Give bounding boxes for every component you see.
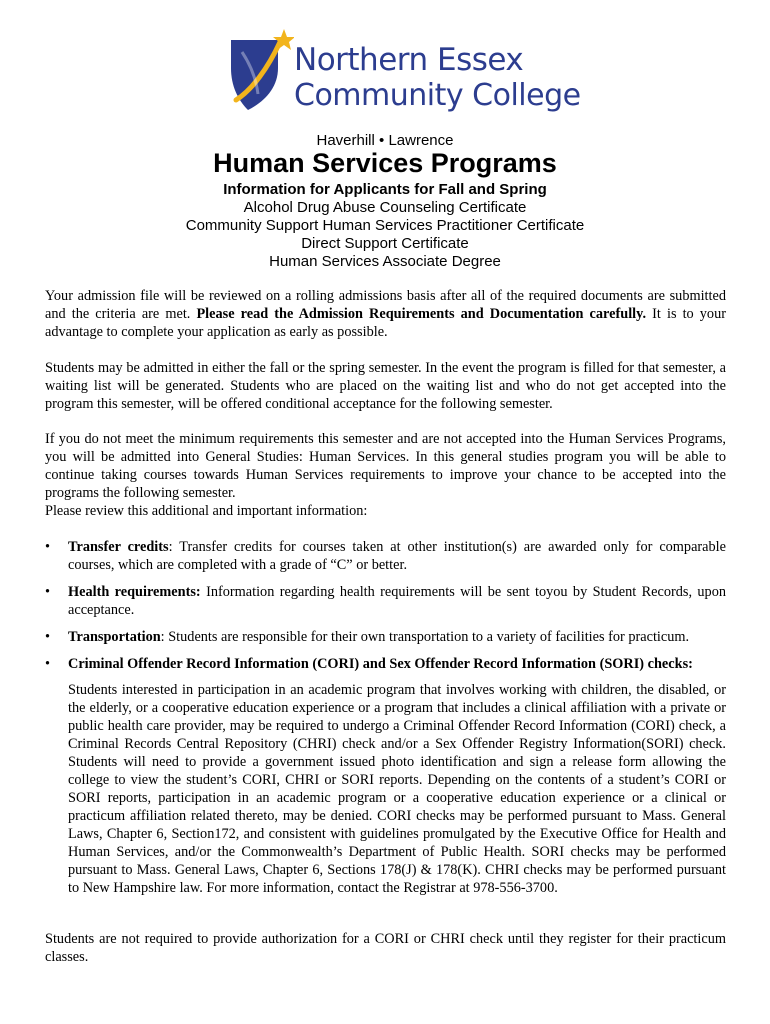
paragraph-closing: Students are not required to provide authorization for a CORI or CHRI check until they register for their practicum classes. (45, 931, 726, 965)
bullet-label: Criminal Offender Record Information (CORI) and Sex Offender Record Information (SORI) checks: (68, 656, 693, 672)
program-name: Community Support Human Services Practitioner Certificate (185, 217, 585, 234)
bullet-icon: • (45, 656, 51, 672)
logo-line-1: Northern Essex (294, 42, 524, 78)
paragraph-semester: Students may be admitted in either the fall or the spring semester. In the event the program is filled for that semester, a waiting list will be generated. Students who are placed on the waiting list and who do not get accepted into the program this semester, will be offered conditional acceptance for the following semester. (45, 360, 726, 412)
paragraph-review-intro: Please review this additional and important information: (45, 503, 368, 519)
bullet-icon: • (45, 584, 51, 600)
college-logo (228, 28, 581, 118)
logo-line-2: Community College (294, 78, 581, 113)
program-name: Human Services Associate Degree (269, 253, 501, 270)
list-item (45, 628, 726, 646)
page-subtitle: Information for Applicants for Fall and Spring (223, 181, 547, 198)
bullet-text: : Transfer credits for courses taken at other institution(s) are awarded only for comparable courses, which are completed with a grade of “C” or better. (68, 539, 726, 573)
program-name: Alcohol Drug Abuse Counseling Certificate (243, 199, 527, 216)
bullet-text: Information regarding health requirements will be sent toyou by Student Records, upon acceptance. (68, 584, 727, 618)
program-name: Direct Support Certificate (301, 235, 469, 252)
emphasis-text: Please read the Admission Requirements and Documentation carefully. (196, 306, 647, 322)
paragraph-text: Your admission file will be reviewed on a rolling admissions basis after all of the required documents are submitted and the criteria are met. (45, 288, 726, 322)
list-item (45, 538, 726, 574)
paragraph-general-studies: If you do not meet the minimum requirements this semester and are not accepted into the Human Services Programs, you will be admitted into General Studies: Human Services. In this general studies program you will be able to continue taking courses towards Human Services requirements to improve your chance to be accepted into the programs the following semester. (45, 431, 726, 501)
bullet-label: Transfer credits (68, 539, 169, 555)
campus-locations: Haverhill • Lawrence (316, 132, 454, 149)
bullet-text: Students interested in participation in an academic program that involves working with children, the disabled, or the elderly, or a cooperative education experience or a program that includes a clinical affiliation with a private or public health care provider, may be required to undergo a Criminal Offender Record Information (CORI) check, a Criminal Records Central Repository (CHRI) check and/or a Sex Offender Registry Information(SORI) check. Students will need to provide a government issued photo identification and sign a release form allowing the college to view the student’s CORI, CHRI or SORI reports. Depending on the contents of a student’s CORI or SORI reports, participation in an academic program or a cooperative education experience or a clinical or practicum affiliation related thereto, may be denied. CORI checks may be performed pursuant to Mass. General Laws, Chapter 6, Section172, and consistent with guidelines promulgated by the Executive Office for Health and Human Services, and/or the Commonwealth’s Department of Public Health. SORI checks may be performed pursuant to Mass. General Laws, Chapter 6, Sections 178(J) & 178(K). CHRI checks may be performed pursuant to New Hampshire law. For more information, contact the Registrar at 978-556-3700. (68, 682, 726, 896)
bullet-icon: • (45, 539, 51, 555)
bullet-label: Health requirements: (68, 584, 201, 600)
list-item (45, 583, 726, 619)
shield-star-icon (228, 28, 294, 114)
bullet-label: Transportation (68, 629, 161, 645)
bullet-icon: • (45, 629, 51, 645)
list-item (45, 655, 726, 897)
paragraph-text: It is to your advantage to complete your application as early as possible. (45, 306, 726, 340)
page-title: Human Services Programs (213, 148, 557, 178)
info-bullet-list (45, 538, 726, 906)
bullet-text: : Students are responsible for their own transportation to a variety of facilities for practicum. (160, 629, 690, 645)
paragraph-admission (45, 287, 726, 341)
